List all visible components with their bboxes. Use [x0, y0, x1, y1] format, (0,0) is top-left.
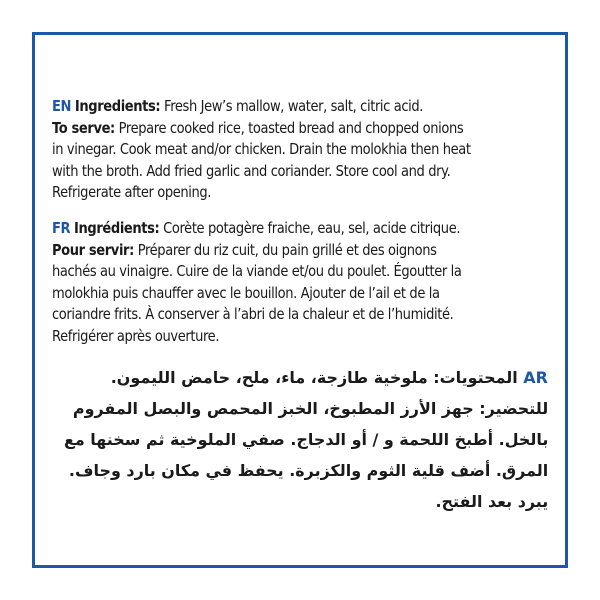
- french-line-2: [52, 240, 482, 262]
- arabic-line-2: للتحضير: جهز الأرز المطبوخ، الخبز المحمص والبصل المفروم: [72, 399, 548, 418]
- french-text: Préparer du riz cuit, du pain grillé et des oignons: [133, 240, 437, 259]
- french-text: Corète potagère fraiche, eau, sel, acide citrique.: [159, 219, 461, 237]
- arabic-text: المحتويات: ملوخية طازجة، ماء، ملح، حامض الليمون.: [110, 368, 518, 387]
- french-line-5: coriandre frits. À conserver à l’abri de la chaleur et de l’humidité.: [52, 305, 454, 323]
- french-line-1: [52, 218, 482, 240]
- french-line-6: Refrigérer après ouverture.: [52, 326, 220, 345]
- english-line-1: [52, 96, 482, 118]
- french-label: Ingrédients:: [73, 219, 160, 237]
- french-section: [52, 218, 482, 347]
- english-lang-code: EN: [52, 97, 72, 115]
- english-line-2: [52, 118, 482, 140]
- french-line-4: molokhia puis chauffer avec le bouillon. Ajouter de l’ail et de la: [52, 283, 440, 302]
- english-line-4: with the broth. Add fried garlic and coriander. Store cool and dry.: [52, 161, 451, 180]
- english-text: Fresh Jew’s mallow, water, salt, citric acid.: [160, 97, 424, 115]
- arabic-section: [48, 362, 548, 517]
- arabic-line-3: بالخل. أطبخ اللحمة و / أو الدجاج. صفي الملوخية ثم سخنها مع: [63, 430, 548, 449]
- english-label: To serve:: [52, 118, 115, 137]
- arabic-lang-code: AR: [523, 368, 548, 387]
- arabic-line-1: [111, 362, 548, 393]
- arabic-line-5: يبرد بعد الفتح.: [435, 492, 548, 511]
- arabic-line-4: المرق. أضف قلية الثوم والكزبرة. يحفظ في مكان بارد وجاف.: [68, 461, 548, 480]
- french-line-3: hachés au vinaigre. Cuire de la viande et/ou du poulet. Égoutter la: [52, 262, 462, 280]
- english-label: Ingredients:: [74, 97, 161, 115]
- english-section: [52, 96, 482, 204]
- english-line-5: Refrigerate after opening.: [52, 183, 212, 201]
- french-label: Pour servir:: [52, 240, 134, 259]
- english-line-3: in vinegar. Cook meat and/or chicken. Drain the molokhia then heat: [52, 140, 471, 158]
- english-text: Prepare cooked rice, toasted bread and chopped onions: [114, 118, 464, 137]
- french-lang-code: FR: [52, 219, 71, 237]
